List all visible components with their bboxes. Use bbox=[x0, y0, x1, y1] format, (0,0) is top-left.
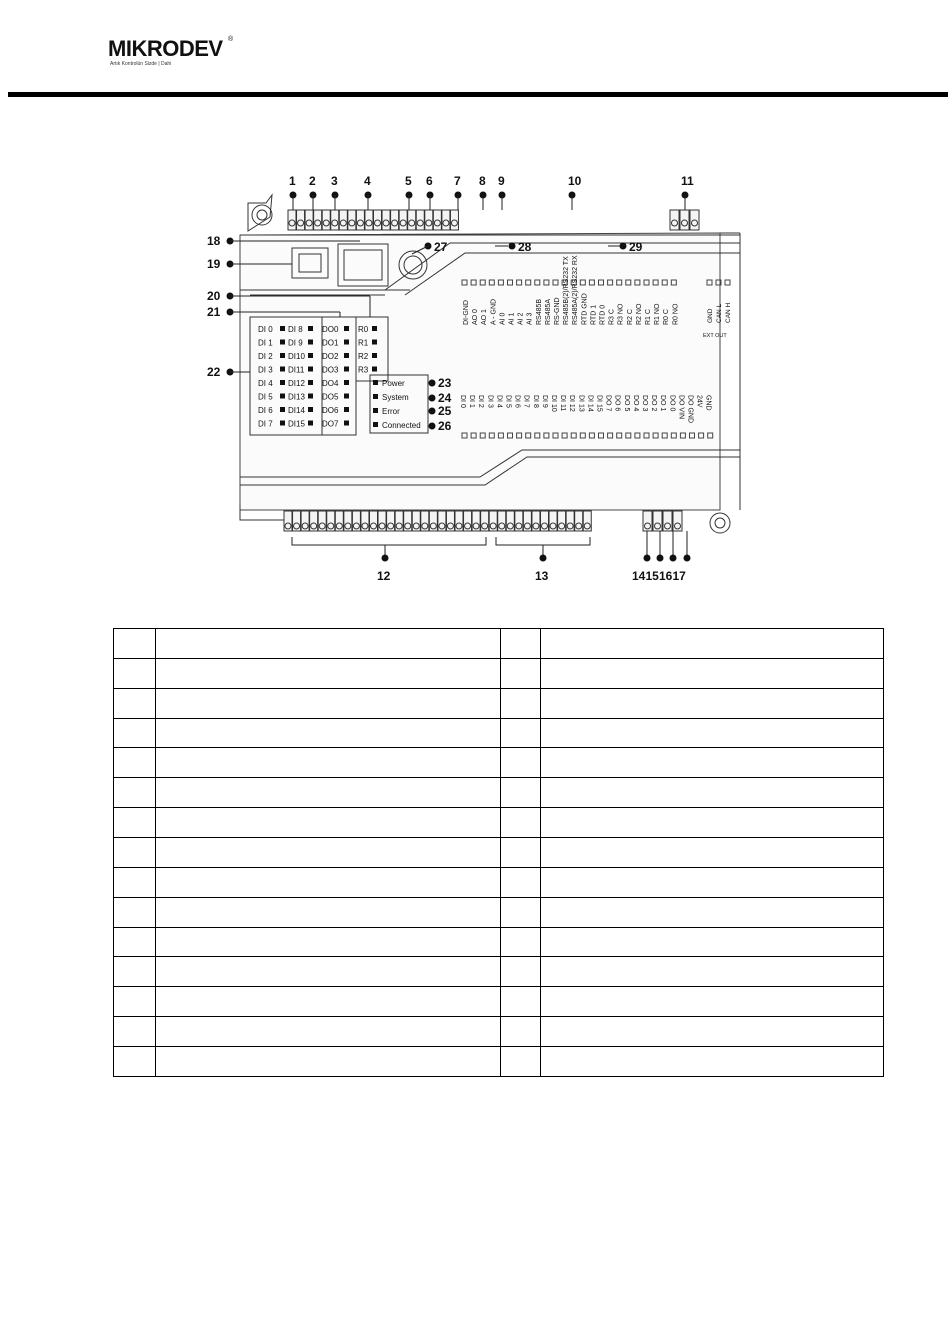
terminal-block-bottom bbox=[663, 511, 672, 531]
callout-dot bbox=[382, 555, 389, 562]
led-label-di: DI11 bbox=[288, 365, 305, 375]
table-cell bbox=[541, 867, 884, 897]
terminal-label-lower: DI 12 bbox=[568, 395, 576, 412]
led-indicator bbox=[308, 380, 313, 385]
table-cell bbox=[156, 867, 501, 897]
led-indicator bbox=[373, 422, 378, 427]
callout-dot bbox=[509, 243, 516, 250]
callout-number: 22 bbox=[207, 365, 221, 379]
led-label-di: DI 3 bbox=[258, 365, 273, 375]
led-label-do: DO7 bbox=[322, 419, 339, 429]
device-front-panel-diagram bbox=[200, 165, 760, 585]
callout-dot bbox=[429, 395, 436, 402]
table-cell bbox=[541, 1047, 884, 1077]
callout-number: 16 bbox=[659, 569, 673, 583]
led-indicator bbox=[308, 326, 313, 331]
terminal-label-upper: R1 NO bbox=[654, 303, 662, 325]
led-indicator bbox=[280, 340, 285, 345]
led-label-di: DI 8 bbox=[288, 325, 303, 334]
terminal-block-bottom bbox=[653, 511, 662, 531]
led-label-di: DI15 bbox=[288, 419, 305, 429]
table-cell bbox=[541, 808, 884, 838]
table-cell bbox=[156, 838, 501, 868]
table-cell bbox=[114, 1047, 156, 1077]
led-label-di: DI 0 bbox=[258, 325, 273, 334]
led-label-di: DI 7 bbox=[258, 419, 273, 429]
led-indicator bbox=[308, 367, 313, 372]
callout-dot bbox=[657, 555, 664, 562]
terminal-label-upper: DI-GND bbox=[463, 300, 470, 325]
terminal-label-lower: DI 8 bbox=[531, 395, 539, 408]
table-cell bbox=[156, 748, 501, 778]
led-label-relay: R3 bbox=[358, 365, 369, 375]
led-label-di: DI12 bbox=[288, 379, 305, 388]
table-cell bbox=[541, 629, 884, 659]
spec-table bbox=[113, 628, 884, 1077]
led-label-relay: R1 bbox=[358, 338, 369, 348]
callout-dot bbox=[429, 408, 436, 415]
led-indicator bbox=[280, 326, 285, 331]
led-indicator bbox=[344, 407, 349, 412]
table-cell bbox=[156, 927, 501, 957]
led-indicator bbox=[308, 407, 313, 412]
can-terminal-label: CAN L bbox=[716, 303, 723, 323]
terminal-block-bottom bbox=[673, 511, 682, 531]
terminal-label-lower: DI 6 bbox=[513, 395, 521, 408]
terminal-label-upper: RTD 1 bbox=[590, 304, 598, 325]
table-cell bbox=[156, 1017, 501, 1047]
terminal-label-lower: DI 7 bbox=[522, 395, 530, 408]
led-indicator bbox=[280, 380, 285, 385]
terminal-label-lower: DI 0 bbox=[459, 395, 466, 408]
led-indicator bbox=[280, 407, 285, 412]
can-terminal-label: GND bbox=[707, 308, 714, 323]
callout-number: 26 bbox=[438, 419, 452, 433]
table-cell bbox=[114, 867, 156, 897]
terminal-label-upper: AI 2 bbox=[517, 312, 525, 325]
led-indicator bbox=[344, 353, 349, 358]
callout-dot bbox=[620, 243, 627, 250]
terminal-label-lower: DI 1 bbox=[468, 395, 476, 408]
terminal-label-upper: AI 0 bbox=[499, 312, 507, 325]
terminal-label-upper: R2 C bbox=[626, 309, 634, 325]
led-indicator bbox=[280, 421, 285, 426]
table-cell bbox=[156, 1047, 501, 1077]
callout-dot bbox=[429, 380, 436, 387]
callout-number: 2 bbox=[309, 174, 316, 188]
terminal-label-lower: DO 5 bbox=[622, 395, 630, 412]
table-cell bbox=[541, 778, 884, 808]
callout-dot bbox=[429, 423, 436, 430]
led-indicator bbox=[373, 408, 378, 413]
terminal-label-upper: RTD GND bbox=[581, 293, 589, 325]
table-row bbox=[114, 927, 884, 957]
terminal-label-upper: RTD 0 bbox=[599, 304, 607, 325]
led-indicator bbox=[373, 394, 378, 399]
table-cell bbox=[501, 808, 541, 838]
terminal-label-lower: DO 1 bbox=[659, 395, 667, 412]
table-cell bbox=[156, 629, 501, 659]
table-cell bbox=[156, 808, 501, 838]
led-label-di: DI13 bbox=[288, 392, 305, 402]
terminal-label-lower: DI 15 bbox=[595, 395, 603, 412]
table-cell bbox=[541, 748, 884, 778]
can-terminal-label: CAN H bbox=[725, 302, 732, 323]
callout-number: 9 bbox=[498, 174, 505, 188]
table-row bbox=[114, 718, 884, 748]
led-label-di: DI 1 bbox=[258, 338, 273, 348]
table-row bbox=[114, 987, 884, 1017]
led-indicator bbox=[344, 340, 349, 345]
terminal-label-lower: DI 5 bbox=[504, 395, 512, 408]
led-label-di: DI14 bbox=[288, 406, 305, 415]
led-label-relay: R2 bbox=[358, 352, 369, 361]
callout-number: 14 bbox=[632, 569, 646, 583]
led-label-do: DO6 bbox=[322, 406, 339, 415]
led-label-di: DI 5 bbox=[258, 392, 273, 402]
header-rule bbox=[8, 92, 948, 97]
callout-number: 23 bbox=[438, 376, 452, 390]
table-cell bbox=[501, 838, 541, 868]
led-indicator bbox=[308, 421, 313, 426]
led-label-do: DO3 bbox=[322, 365, 339, 375]
table-row bbox=[114, 838, 884, 868]
table-cell bbox=[541, 927, 884, 957]
terminal-label-lower: 24V bbox=[695, 395, 703, 408]
table-cell bbox=[541, 718, 884, 748]
table-row bbox=[114, 778, 884, 808]
status-led-label: System bbox=[382, 393, 409, 402]
led-indicator bbox=[372, 340, 377, 345]
terminal-label-lower: DI 14 bbox=[586, 395, 594, 412]
logo-text: MIKRODEV bbox=[108, 36, 223, 61]
table-cell bbox=[541, 897, 884, 927]
led-label-do: DO1 bbox=[322, 338, 339, 348]
led-indicator bbox=[308, 340, 313, 345]
callout-number: 17 bbox=[672, 569, 686, 583]
table-row bbox=[114, 748, 884, 778]
terminal-label-upper: RS485B(2)/RS232 TX bbox=[563, 256, 571, 325]
table-cell bbox=[501, 897, 541, 927]
led-label-do: DO4 bbox=[322, 379, 339, 388]
led-label-di: DI 6 bbox=[258, 406, 273, 415]
led-label-di: DI 4 bbox=[258, 379, 273, 388]
table-cell bbox=[156, 778, 501, 808]
led-label-do: DO2 bbox=[322, 352, 339, 361]
led-indicator bbox=[372, 326, 377, 331]
callout-number: 13 bbox=[535, 569, 549, 583]
table-row bbox=[114, 897, 884, 927]
table-row bbox=[114, 1047, 884, 1077]
led-label-do: DO0 bbox=[322, 325, 339, 334]
terminal-label-upper: AO 1 bbox=[481, 309, 489, 325]
callout-number: 10 bbox=[568, 174, 582, 188]
terminal-label-lower: DI 10 bbox=[550, 395, 557, 412]
table-cell bbox=[114, 838, 156, 868]
terminal-label-lower: DO 4 bbox=[631, 395, 639, 412]
terminal-label-lower: DO 0 bbox=[668, 395, 676, 412]
callout-number: 27 bbox=[434, 240, 448, 254]
terminal-label-upper: RS-GND bbox=[554, 297, 561, 325]
callout-number: 25 bbox=[438, 404, 452, 418]
callout-number: 28 bbox=[518, 240, 532, 254]
led-label-di: DI 2 bbox=[258, 352, 273, 361]
led-indicator bbox=[308, 353, 313, 358]
led-indicator bbox=[344, 394, 349, 399]
table-row bbox=[114, 1017, 884, 1047]
table-cell bbox=[501, 778, 541, 808]
callout-number: 4 bbox=[364, 174, 371, 188]
callout-number: 7 bbox=[454, 174, 461, 188]
callout-bracket bbox=[292, 537, 486, 545]
terminal-label-lower: DO 2 bbox=[650, 395, 658, 412]
callout-number: 12 bbox=[377, 569, 391, 583]
led-indicator bbox=[344, 380, 349, 385]
table-cell bbox=[114, 808, 156, 838]
table-row bbox=[114, 808, 884, 838]
table-cell bbox=[541, 658, 884, 688]
callout-number: 24 bbox=[438, 391, 452, 405]
terminal-label-lower: DO 6 bbox=[613, 395, 621, 412]
callout-dot bbox=[684, 555, 691, 562]
callout-number: 8 bbox=[479, 174, 486, 188]
status-led-label: Error bbox=[382, 407, 400, 416]
table-cell bbox=[501, 748, 541, 778]
terminal-label-upper: R3 C bbox=[608, 309, 616, 325]
terminal-label-lower: DI 4 bbox=[495, 395, 503, 408]
led-label-di: DI 9 bbox=[288, 338, 303, 348]
callout-number: 15 bbox=[645, 569, 659, 583]
led-indicator bbox=[308, 394, 313, 399]
table-cell bbox=[541, 957, 884, 987]
table-cell bbox=[114, 748, 156, 778]
terminal-label-upper: A - GND bbox=[490, 298, 498, 325]
table-cell bbox=[541, 1017, 884, 1047]
terminal-label-upper: R1 C bbox=[645, 309, 652, 325]
terminal-label-upper: R0 C bbox=[663, 309, 671, 325]
terminal-label-lower: DI 3 bbox=[486, 395, 494, 408]
led-indicator bbox=[344, 421, 349, 426]
led-label-do: DO5 bbox=[322, 392, 339, 402]
table-row bbox=[114, 629, 884, 659]
table-cell bbox=[501, 927, 541, 957]
led-label-relay: R0 bbox=[358, 325, 369, 334]
terminal-label-lower: DI 2 bbox=[477, 395, 485, 408]
callout-dot bbox=[540, 555, 547, 562]
table-cell bbox=[156, 718, 501, 748]
table-cell bbox=[156, 688, 501, 718]
callout-bracket bbox=[496, 537, 590, 545]
led-indicator bbox=[280, 367, 285, 372]
callout-number: 21 bbox=[207, 305, 221, 319]
callout-number: 3 bbox=[331, 174, 338, 188]
terminal-label-upper: R2 NO bbox=[635, 303, 643, 325]
table-cell bbox=[541, 688, 884, 718]
status-led-label: Connected bbox=[382, 421, 421, 430]
terminal-block-bottom bbox=[643, 511, 652, 531]
table-cell bbox=[114, 688, 156, 718]
terminal-label-lower: DO VIN bbox=[677, 395, 685, 420]
terminal-label-lower: DO 3 bbox=[641, 395, 648, 412]
led-indicator bbox=[373, 380, 378, 385]
table-cell bbox=[501, 629, 541, 659]
led-indicator bbox=[280, 353, 285, 358]
table-cell bbox=[501, 688, 541, 718]
callout-number: 20 bbox=[207, 289, 221, 303]
terminal-label-lower: DI 13 bbox=[577, 395, 585, 412]
terminal-label-upper: RS485A(2)/RS232 RX bbox=[572, 255, 580, 325]
table-cell bbox=[156, 658, 501, 688]
callout-dot bbox=[644, 555, 651, 562]
table-cell bbox=[501, 658, 541, 688]
callout-number: 6 bbox=[426, 174, 433, 188]
callout-number: 11 bbox=[681, 174, 694, 188]
led-indicator bbox=[344, 326, 349, 331]
callout-number: 18 bbox=[207, 234, 221, 248]
table-row bbox=[114, 867, 884, 897]
table-cell bbox=[501, 867, 541, 897]
table-cell bbox=[501, 1047, 541, 1077]
callout-number: 1 bbox=[289, 174, 296, 188]
callout-dot bbox=[670, 555, 677, 562]
led-label-di: DI10 bbox=[288, 352, 305, 361]
terminal-label-upper: R3 NO bbox=[617, 303, 625, 325]
table-row bbox=[114, 658, 884, 688]
table-cell bbox=[114, 718, 156, 748]
terminal-label-lower: DO 7 bbox=[604, 395, 612, 412]
terminal-label-upper: RS485B bbox=[535, 298, 543, 325]
led-indicator bbox=[372, 353, 377, 358]
table-cell bbox=[501, 987, 541, 1017]
led-indicator bbox=[344, 367, 349, 372]
table-row bbox=[114, 688, 884, 718]
table-cell bbox=[541, 987, 884, 1017]
table-row bbox=[114, 957, 884, 987]
table-cell bbox=[114, 987, 156, 1017]
table-cell bbox=[114, 1017, 156, 1047]
table-cell bbox=[114, 658, 156, 688]
table-cell bbox=[501, 1017, 541, 1047]
table-cell bbox=[501, 957, 541, 987]
table-cell bbox=[114, 927, 156, 957]
terminal-label-upper: RS485A bbox=[544, 298, 552, 325]
terminal-label-lower: DI 9 bbox=[540, 395, 548, 408]
callout-number: 29 bbox=[629, 240, 643, 254]
table-cell bbox=[156, 897, 501, 927]
logo-tagline: Artık Kontrolün Sizde | Dahi bbox=[110, 61, 172, 67]
table-cell bbox=[114, 897, 156, 927]
status-led-label: Power bbox=[382, 379, 405, 388]
table-cell bbox=[541, 838, 884, 868]
table-cell bbox=[114, 778, 156, 808]
led-indicator bbox=[280, 394, 285, 399]
callout-number: 5 bbox=[405, 174, 412, 188]
table-cell bbox=[501, 718, 541, 748]
table-cell bbox=[114, 629, 156, 659]
led-indicator bbox=[372, 367, 377, 372]
terminal-label-upper: AI 3 bbox=[526, 312, 534, 325]
mikrodev-logo bbox=[108, 36, 248, 76]
terminal-label-upper: R0 NO bbox=[672, 303, 680, 325]
ext-out-label: EXT OUT bbox=[703, 333, 727, 339]
terminal-label-upper: AO 0 bbox=[472, 309, 480, 325]
table-cell bbox=[156, 987, 501, 1017]
pin-hole bbox=[725, 280, 730, 285]
table-cell bbox=[156, 957, 501, 987]
terminal-label-upper: AI 1 bbox=[508, 312, 516, 325]
terminal-label-lower: GND bbox=[704, 395, 712, 411]
terminal-label-lower: DI 11 bbox=[559, 395, 567, 412]
callout-number: 19 bbox=[207, 257, 221, 271]
logo-registered-mark: ® bbox=[228, 36, 234, 43]
table-cell bbox=[114, 957, 156, 987]
terminal-label-lower: DO GND bbox=[686, 395, 694, 423]
